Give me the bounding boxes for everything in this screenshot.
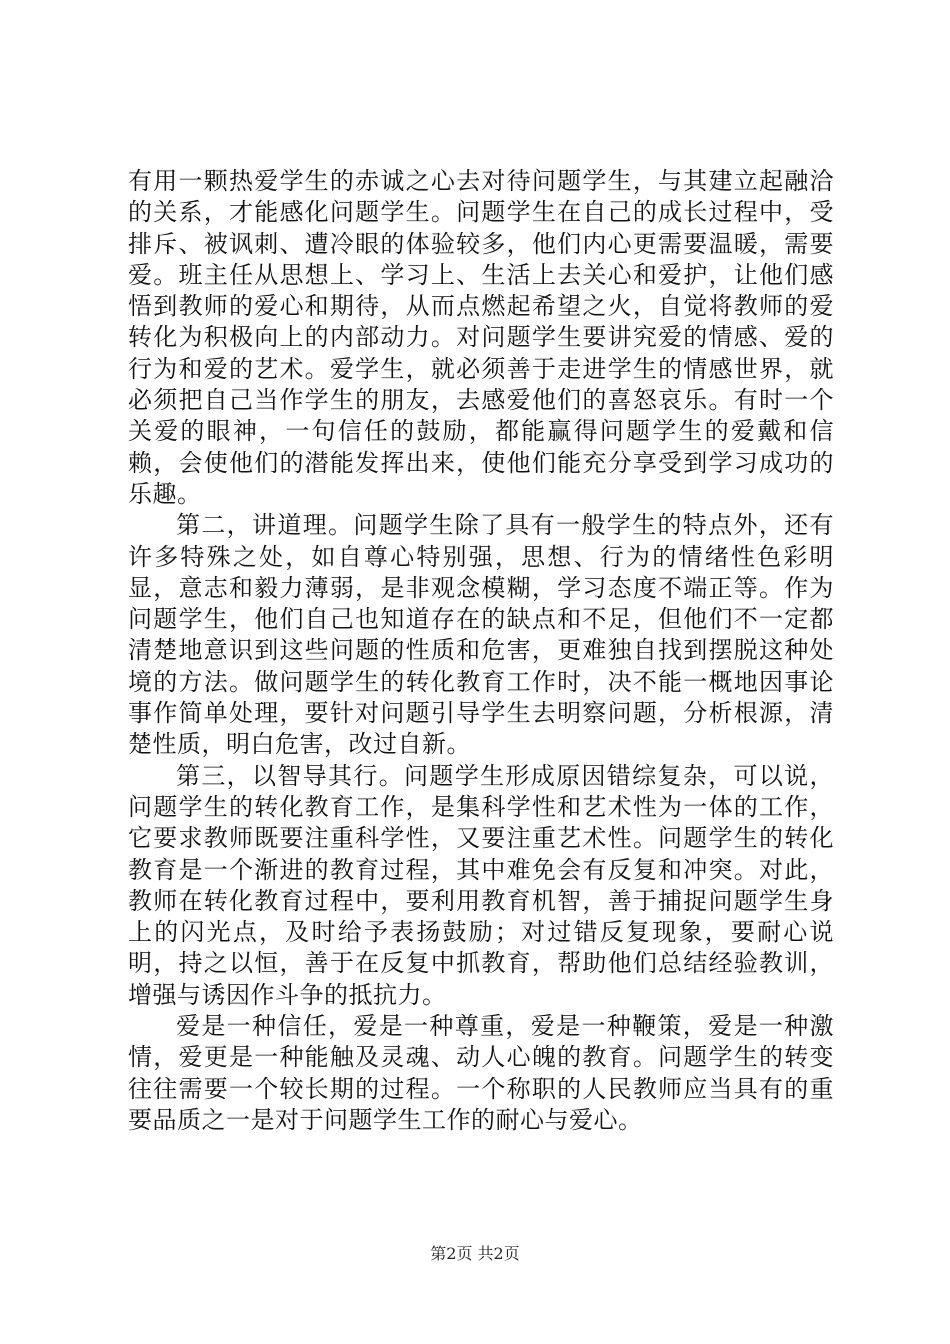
document-body (128, 166, 834, 1136)
paragraph-second-reasoning: 第二，讲道理。问题学生除了具有一般学生的特点外，还有许多特殊之处，如自尊心特别强，思想、行为的情绪性色彩明显，意志和毅力薄弱，是非观念模糊，学习态度不端正等。作为问题学生，他们自己也知道存在的缺点和不足，但他们不一定都清楚地意识到这些问题的性质和危害，更难独自找到摆脱这种处境的方法。做问题学生的转化教育工作时，决不能一概地因事论事作简单处理，要针对问题引导学生去明察问题，分析根源，清楚性质，明白危害，改过自新。 (128, 511, 834, 759)
paragraph-third-wisdom: 第三，以智导其行。问题学生形成原因错综复杂，可以说，问题学生的转化教育工作，是集科学性和艺术性为一体的工作，它要求教师既要注重科学性，又要注重艺术性。问题学生的转化教育是一个渐进的教育过程，其中难免会有反复和冲突。对此，教师在转化教育过程中，要利用教育机智，善于捕捉问题学生身上的闪光点，及时给予表扬鼓励；对过错反复现象，要耐心说明，持之以恒，善于在反复中抓教育，帮助他们总结经验教训，增强与诱因作斗争的抵抗力。 (128, 761, 834, 1009)
page-number-footer: 第2页 共2页 (430, 1244, 520, 1263)
paragraph-love-problem-students: 有用一颗热爱学生的赤诚之心去对待问题学生，与其建立起融洽的关系，才能感化问题学生。问题学生在自己的成长过程中，受排斥、被讽刺、遭冷眼的体验较多，他们内心更需要温暖，需要爱。班主任从思想上、学习上、生活上去关心和爱护，让他们感悟到教师的爱心和期待，从而点燃起希望之火，自觉将教师的爱转化为积极向上的内部动力。对问题学生要讲究爱的情感、爱的行为和爱的艺术。爱学生，就必须善于走进学生的情感世界，就必须把自己当作学生的朋友，去感爱他们的喜怒哀乐。有时一个关爱的眼神，一句信任的鼓励，都能赢得问题学生的爱戴和信赖，会使他们的潜能发挥出来，使他们能充分享受到学习成功的乐趣。 (128, 167, 834, 508)
paragraph-conclusion: 爱是一种信任，爱是一种尊重，爱是一种鞭策，爱是一种激情，爱更是一种能触及灵魂、动人心魄的教育。问题学生的转变往往需要一个较长期的过程。一个称职的人民教师应当具有的重要品质之一是对于问题学生工作的耐心与爱心。 (128, 1012, 834, 1134)
